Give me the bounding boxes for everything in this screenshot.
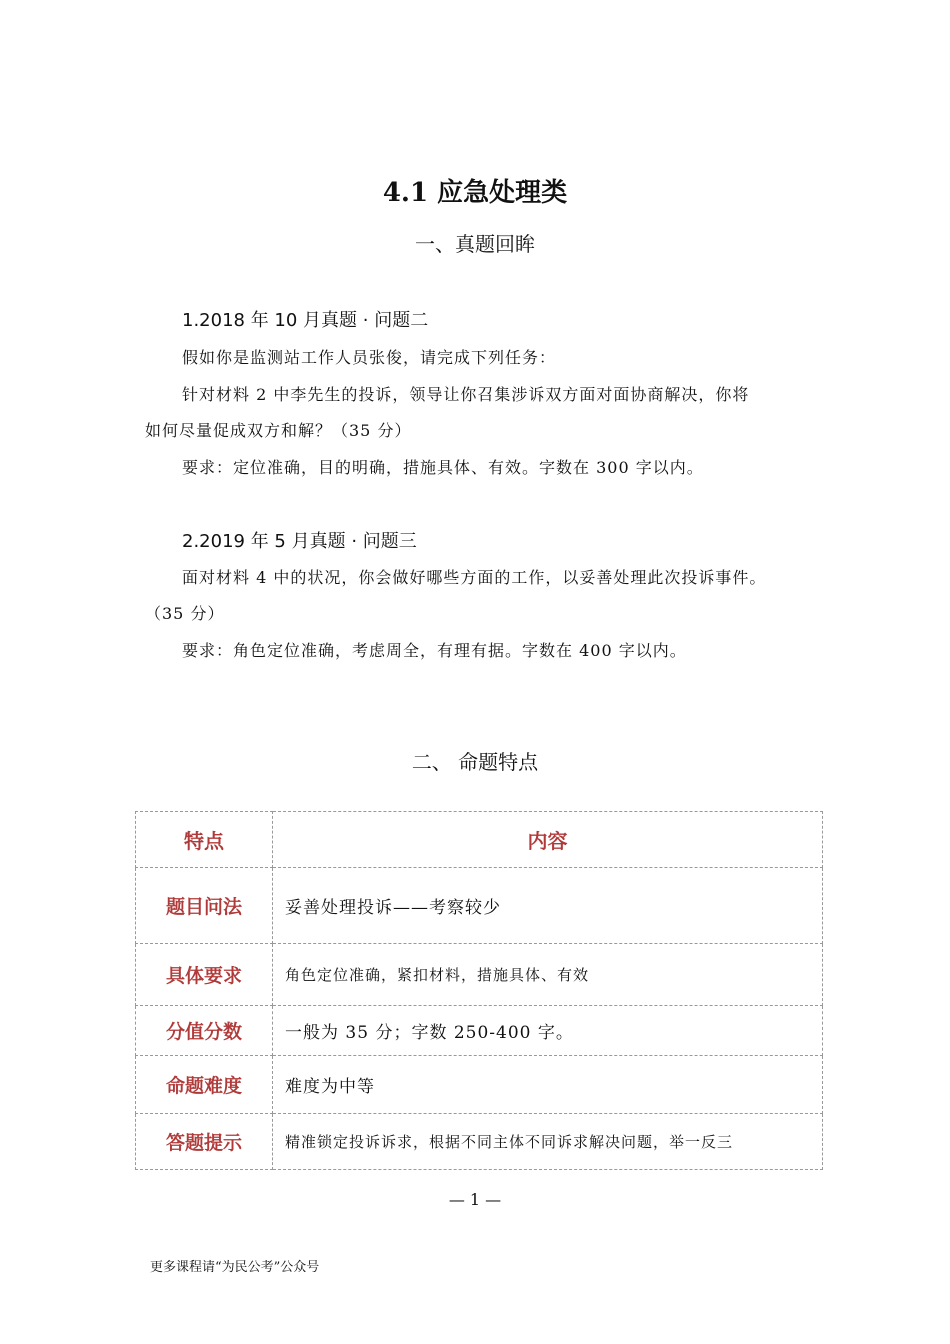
question-2-line-2: （35 分） xyxy=(145,604,225,623)
question-1-line-4: 要求：定位准确，目的明确，措施具体、有效。字数在 300 字以内。 xyxy=(182,458,704,477)
table-row xyxy=(136,868,823,944)
table-header-row xyxy=(136,812,823,868)
table-header-content: 内容 xyxy=(273,812,823,868)
table-row-content: 妥善处理投诉——考察较少 xyxy=(273,868,823,944)
table-row-label: 答题提示 xyxy=(136,1114,273,1170)
question-1-line-2: 针对材料 2 中李先生的投诉，领导让你召集涉诉双方面对面协商解决，你将 xyxy=(182,385,750,404)
page-title: 4.1 应急处理类 xyxy=(382,178,568,208)
table-row xyxy=(136,944,823,1006)
table-row-label: 题目问法 xyxy=(136,868,273,944)
footer-note: 更多课程请“为民公考”公众号 xyxy=(150,1260,320,1275)
features-table xyxy=(135,811,823,1170)
question-2-line-1: 面对材料 4 中的状况，你会做好哪些方面的工作，以妥善处理此次投诉事件。 xyxy=(182,568,767,587)
table-row-label: 命题难度 xyxy=(136,1056,273,1114)
table-row-label: 具体要求 xyxy=(136,944,273,1006)
question-2-line-3: 要求：角色定位准确，考虑周全，有理有据。字数在 400 字以内。 xyxy=(182,641,687,660)
question-1-line-1: 假如你是监测站工作人员张俊，请完成下列任务： xyxy=(182,348,557,367)
section-title-review: 一、真题回眸 xyxy=(415,232,535,256)
table-row-content: 精准锁定投诉诉求，根据不同主体不同诉求解决问题，举一反三 xyxy=(273,1114,823,1170)
table-row xyxy=(136,1056,823,1114)
table-row-label: 分值分数 xyxy=(136,1006,273,1056)
question-1-heading: 1.2018 年 10 月真题 · 问题二 xyxy=(182,310,429,331)
table-row-content: 难度为中等 xyxy=(273,1056,823,1114)
question-1-line-3: 如何尽量促成双方和解？（35 分） xyxy=(145,421,412,440)
section-title-features: 二、 命题特点 xyxy=(411,750,539,774)
table-header-feature: 特点 xyxy=(136,812,273,868)
table-row-content: 角色定位准确，紧扣材料，措施具体、有效 xyxy=(273,944,823,1006)
table-row-content: 一般为 35 分；字数 250-400 字。 xyxy=(273,1006,823,1056)
page-number: — 1 — xyxy=(448,1190,502,1209)
table-row xyxy=(136,1006,823,1056)
table-row xyxy=(136,1114,823,1170)
question-2-heading: 2.2019 年 5 月真题 · 问题三 xyxy=(182,531,417,552)
